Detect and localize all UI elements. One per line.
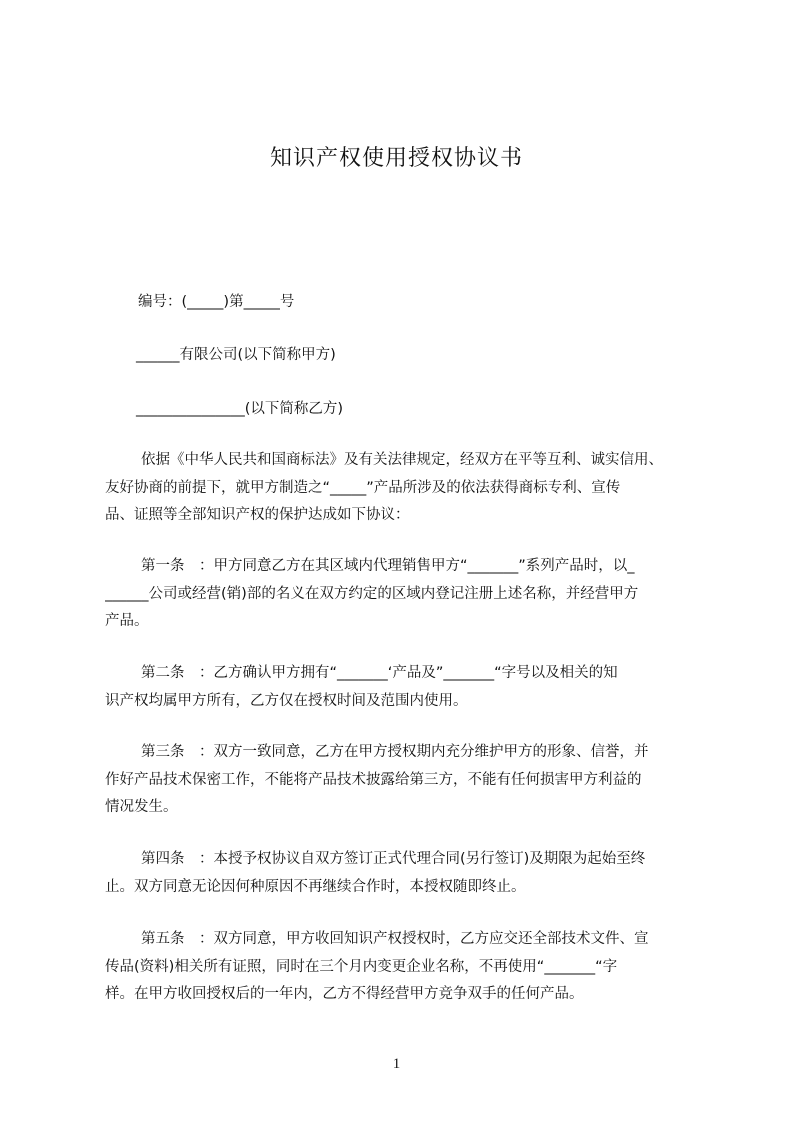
- paragraph-line: 友好协商的前提下，就甲方制造之“_____”产品所涉及的依法获得商标专利、宣传: [105, 479, 621, 496]
- paragraph-line: 第一条 ：甲方同意乙方在其区域内代理销售甲方“_______”系列产品时，以_: [141, 558, 635, 574]
- paragraph-line: 止。双方同意无论因何种原因不再继续合作时，本授权随即终止。: [105, 878, 526, 895]
- party-b-line: _______________(以下简称乙方): [136, 401, 344, 417]
- party-a-line: ______有限公司(以下简称甲方): [136, 347, 336, 363]
- paragraph-line: 第二条 ：乙方确认甲方拥有“_______‘产品及”_______“字号以及相关的知: [141, 665, 618, 681]
- document-title: 知识产权使用授权协议书: [269, 146, 523, 171]
- paragraph-line: 情况发生。: [105, 799, 178, 815]
- contract-number-line: 编号：(_____)第_____号: [138, 294, 295, 310]
- paragraph-line: 依据《中华人民共和国商标法》及有关法律规定，经双方在平等互利、诚实信用、: [141, 452, 663, 468]
- article-1: [105, 553, 703, 636]
- paragraph-line: 识产权均属甲方所有，乙方仅在授权时间及范围内使用。: [105, 692, 468, 709]
- article-3: [105, 739, 703, 822]
- paragraph-line: 第五条 ：双方同意，甲方收回知识产权授权时，乙方应交还全部技术文件、宣: [141, 931, 649, 947]
- paragraph-line: 样。在甲方收回授权后的一年内，乙方不得经营甲方竞争双手的任何产品。: [105, 986, 584, 1002]
- paragraph-line: 作好产品技术保密工作，不能将产品技术披露给第三方，不能有任何损害甲方利益的: [105, 771, 642, 788]
- article-5: [105, 926, 703, 1009]
- paragraph-line: 产品。: [105, 613, 149, 629]
- paragraph-line: 传品(资料)相关所有证照，同时在三个月内变更企业名称，不再使用“_______“字: [105, 958, 618, 975]
- article-4: [105, 846, 703, 901]
- paragraph-line: ______公司或经营(销)部的名义在双方约定的区域内登记注册上述名称，并经营甲方: [105, 585, 639, 602]
- paragraph-line: 第三条 ：双方一致同意，乙方在甲方授权期内充分维护甲方的形象、信誉，并: [141, 744, 649, 760]
- article-2: [105, 660, 703, 715]
- page-number: 1: [392, 1056, 401, 1072]
- intro-paragraph: [105, 447, 703, 530]
- paragraph-line: 第四条 ：本授予权协议自双方签订正式代理合同(另行签订)及期限为起始至终: [141, 851, 646, 867]
- paragraph-line: 品、证照等全部知识产权的保护达成如下协议：: [105, 507, 410, 523]
